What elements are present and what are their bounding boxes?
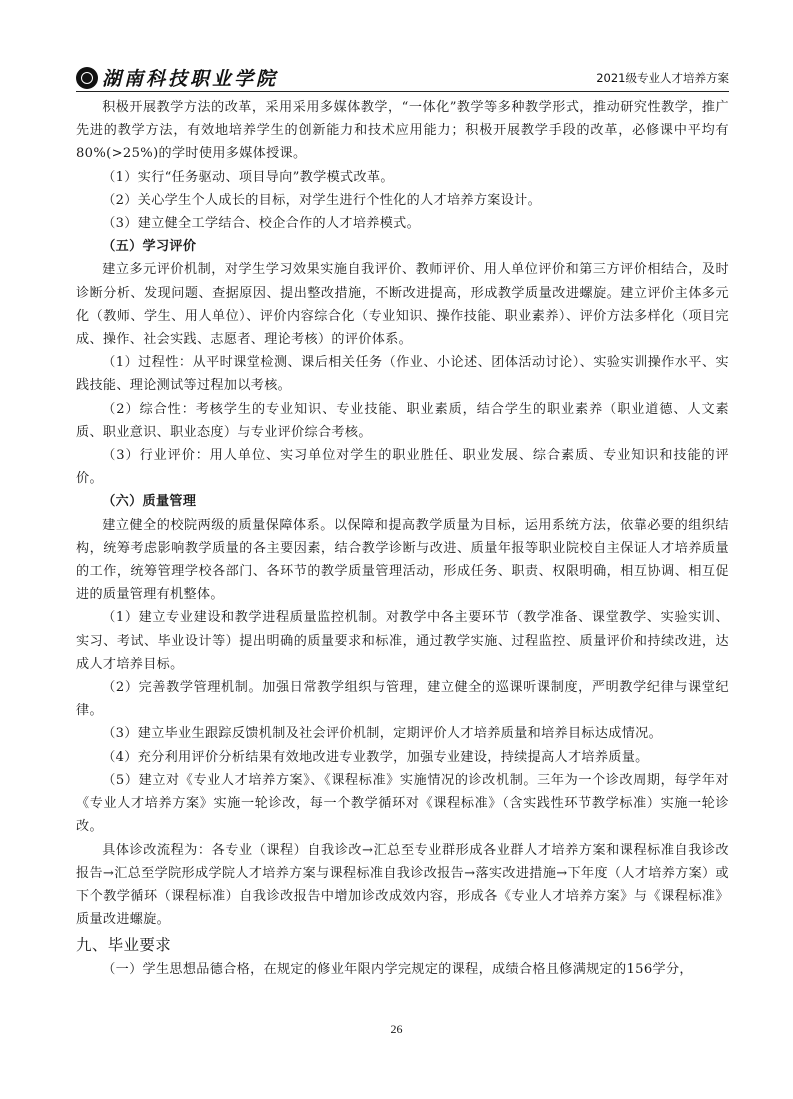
intro-item-1: （1）实行“任务驱动、项目导向”教学模式改革。: [102, 169, 394, 185]
intro-item-3: （3）建立健全工学结合、校企合作的人才培养模式。: [102, 216, 421, 232]
header-divider: [76, 91, 729, 92]
section5-item-2: （2）综合性：考核学生的专业知识、专业技能、职业素质，结合学生的职业素养（职业道德、人文素质、职业意识、职业态度）与专业评价综合考核。: [76, 401, 729, 440]
intro-item-2: （2）关心学生个人成长的目标，对学生进行个性化的人才培养方案设计。: [102, 192, 542, 208]
page-body: [76, 96, 729, 982]
section9-item-1: （一）学生思想品德合格，在规定的修业年限内学完规定的课程，成绩合格且修满规定的156学分，: [102, 962, 693, 978]
intro-paragraph: 积极开展教学方法的改革，采用采用多媒体教学，“一体化”教学等多种教学形式，推动研究性教学，推广先进的教学方法，有效地培养学生的创新能力和技术应用能力；积极开展教学手段的改革，必修课中平均有80%(>25%)的学时使用多媒体授课。: [76, 100, 729, 162]
section6-item-5: （5）建立对《专业人才培养方案》、《课程标准》实施情况的诊改机制。三年为一个诊改周期，每学年对《专业人才培养方案》实施一轮诊改，每一个教学循环对《课程标准》（含实践性环节教学标准）实施一轮诊改。: [76, 772, 729, 835]
section6-process: 具体诊改流程为：各专业（课程）自我诊改→汇总至专业群形成各业群人才培养方案和课程标准自我诊改报告→汇总至学院形成学院人才培养方案与课程标准自我诊改报告→落实改进措施→下年度（人才培养方案）或下个教学循环（课程标准）自我诊改报告中增加诊改成效内容，形成各《专业人才培养方案》与《课程标准》质量改进螺旋。: [76, 842, 729, 928]
section6-item-3: （3）建立毕业生跟踪反馈机制及社会评价机制，定期评价人才培养质量和培养目标达成情况。: [102, 726, 663, 742]
section6-item-1: （1）建立专业建设和教学进程质量监控机制。对教学中各主要环节（教学准备、课堂教学、实验实训、实习、考试、毕业设计等）提出明确的质量要求和标准，通过教学实施、过程监控、质量评价和持续改进，达成人才培养目标。: [76, 610, 729, 672]
section-heading-quality-management: （六）质量管理: [102, 494, 197, 510]
section6-paragraph: 建立健全的校院两级的质量保障体系。以保障和提高教学质量为目标，运用系统方法，依靠必要的组织结构，统筹考虑影响教学质量的各主要因素，结合教学诊断与改进、质量年报等职业院校自主保证人才培养质量的工作，统筹管理学校各部门、各环节的教学质量管理活动，形成任务、职责、权限明确，相互协调、相互促进的质量管理有机整体。: [76, 517, 729, 603]
document-title: 2021级专业人才培养方案: [596, 71, 729, 85]
page-number: 26: [390, 1022, 403, 1036]
section-heading-learning-evaluation: （五）学习评价: [102, 239, 197, 255]
college-seal-icon: [76, 67, 98, 89]
section6-item-4: （4）充分利用评价分析结果有效地改进专业教学，加强专业建设，持续提高人才培养质量。: [102, 749, 649, 765]
college-name-calligraphy: 湖南科技职业学院: [102, 68, 279, 90]
section5-item-3: （3）行业评价：用人单位、实习单位对学生的职业胜任、职业发展、综合素质、专业知识和技能的评价。: [76, 448, 729, 487]
section5-item-1: （1）过程性：从平时课堂检测、课后相关任务（作业、小论述、团体活动讨论）、实验实训操作水平、实践技能、理论测试等过程加以考核。: [76, 355, 729, 394]
college-logo: [76, 64, 278, 91]
page-header: [76, 64, 729, 90]
section-heading-graduation-requirements: 九、毕业要求: [76, 936, 172, 955]
section6-item-2: （2）完善教学管理机制。加强日常教学组织与管理，建立健全的巡课听课制度，严明教学纪律与课堂纪律。: [76, 680, 729, 719]
section5-paragraph: 建立多元评价机制，对学生学习效果实施自我评价、教师评价、用人单位评价和第三方评价相结合，及时诊断分析、发现问题、查据原因、提出整改措施，不断改进提高，形成教学质量改进螺旋。建立评价主体多元化（教师、学生、用人单位）、评价内容综合化（专业知识、操作技能、职业素养）、评价方法多样化（项目完成、操作、社会实践、志愿者、理论考核）的评价体系。: [76, 262, 729, 348]
